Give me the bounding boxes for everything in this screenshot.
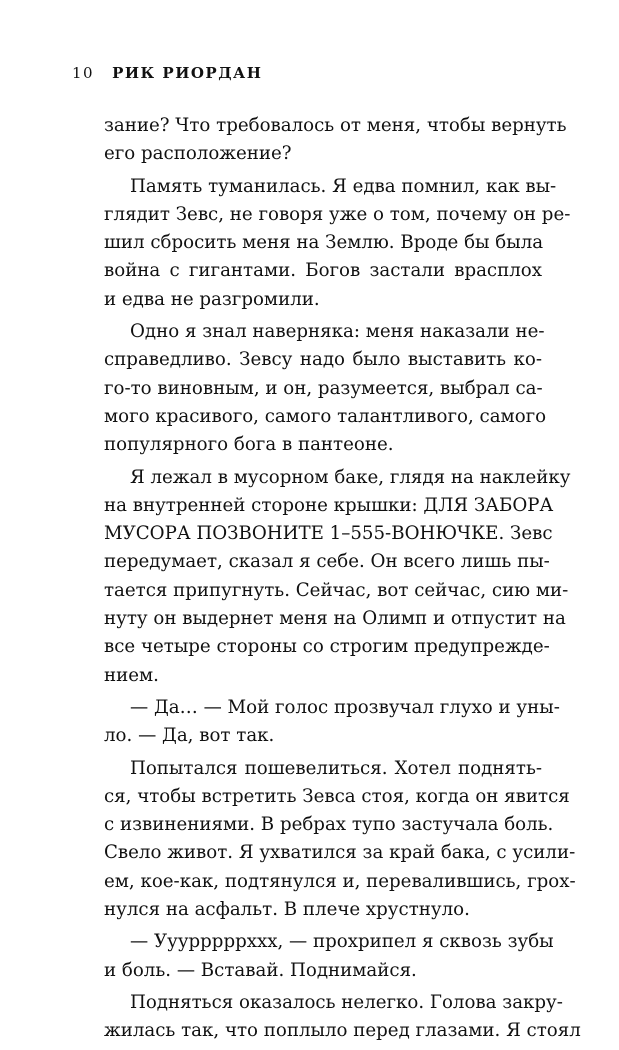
text-line: жилась так, что поплыло перед глазами. Я стоял: [104, 1020, 581, 1042]
text-line: Свело живот. Я ухватился за край бака, с усили-: [104, 842, 576, 864]
text-line: ем, кое-как, подтянулся и, перевалившись, грох-: [104, 870, 576, 892]
paragraph: [104, 694, 560, 751]
text-line: нием.: [104, 664, 159, 686]
text-line: — Ууурррррххх, — прохрипел я сквозь зубы: [130, 931, 554, 953]
text-line: война с гигантами. Богов застали врасплох: [104, 260, 542, 282]
paragraph: [104, 928, 554, 985]
text-line: и едва не разгромили.: [104, 288, 320, 310]
paragraph: [104, 755, 576, 925]
paragraph: [104, 173, 571, 314]
text-line: Одно я знал наверняка: меня наказали не-: [130, 321, 545, 343]
text-line: Подняться оказалось нелегко. Голова закру-: [130, 991, 563, 1013]
text-line: го-то виновным, и он, разумеется, выбрал са-: [104, 377, 543, 399]
text-line: с извинениями. В ребрах тупо застучала боль.: [104, 814, 554, 836]
text-line: Попытался пошевелиться. Хотел поднять-: [130, 757, 542, 779]
text-line: нулся на асфальт. В плече хрустнуло.: [104, 899, 470, 921]
text-line: МУСОРА ПОЗВОНИТЕ 1–555-ВОНЮЧКЕ. Зевс: [104, 523, 553, 545]
text-line: Память туманилась. Я едва помнил, как вы-: [130, 175, 557, 197]
text-line: все четыре стороны со строгим предупрежде-: [104, 636, 550, 658]
text-line: — Да… — Мой голос прозвучал глухо и уны-: [130, 696, 560, 718]
paragraph: [104, 112, 567, 169]
text-line: популярного бога в пантеоне.: [104, 434, 394, 456]
text-line: ся, чтобы встретить Зевса стоя, когда он явится: [104, 785, 570, 807]
text-line: мого красивого, самого талантливого, самого: [104, 405, 547, 427]
page-header: [72, 64, 262, 82]
text-line: на внутренней стороне крышки: ДЛЯ ЗАБОРА: [104, 494, 554, 516]
text-line: зание? Что требовалось от меня, чтобы вернуть: [104, 115, 567, 136]
paragraph: [104, 989, 581, 1046]
text-line: глядит Зевс, не говоря уже о том, почему он ре-: [104, 203, 571, 225]
text-line: справедливо. Зевсу надо было выставить ко-: [104, 349, 542, 371]
text-line: тается припугнуть. Сейчас, вот сейчас, сию ми-: [104, 579, 569, 601]
body-text: [104, 112, 581, 1050]
page-number: 10: [72, 64, 95, 82]
text-line: его расположение?: [104, 143, 292, 165]
paragraph: [104, 464, 571, 690]
text-line: шил сбросить меня на Землю. Вроде бы была: [104, 232, 544, 254]
text-line: передумает, сказал я себе. Он всего лишь пы-: [104, 551, 550, 573]
paragraph: [104, 318, 547, 459]
text-line: ло. — Да, вот так.: [104, 725, 275, 747]
text-line: нуту он выдернет меня на Олимп и отпустит на: [104, 608, 566, 630]
text-line: и боль. — Вставай. Поднимайся.: [104, 959, 417, 981]
text-line: Я лежал в мусорном баке, глядя на наклейку: [130, 466, 571, 488]
running-head: РИК РИОРДАН: [112, 64, 263, 82]
